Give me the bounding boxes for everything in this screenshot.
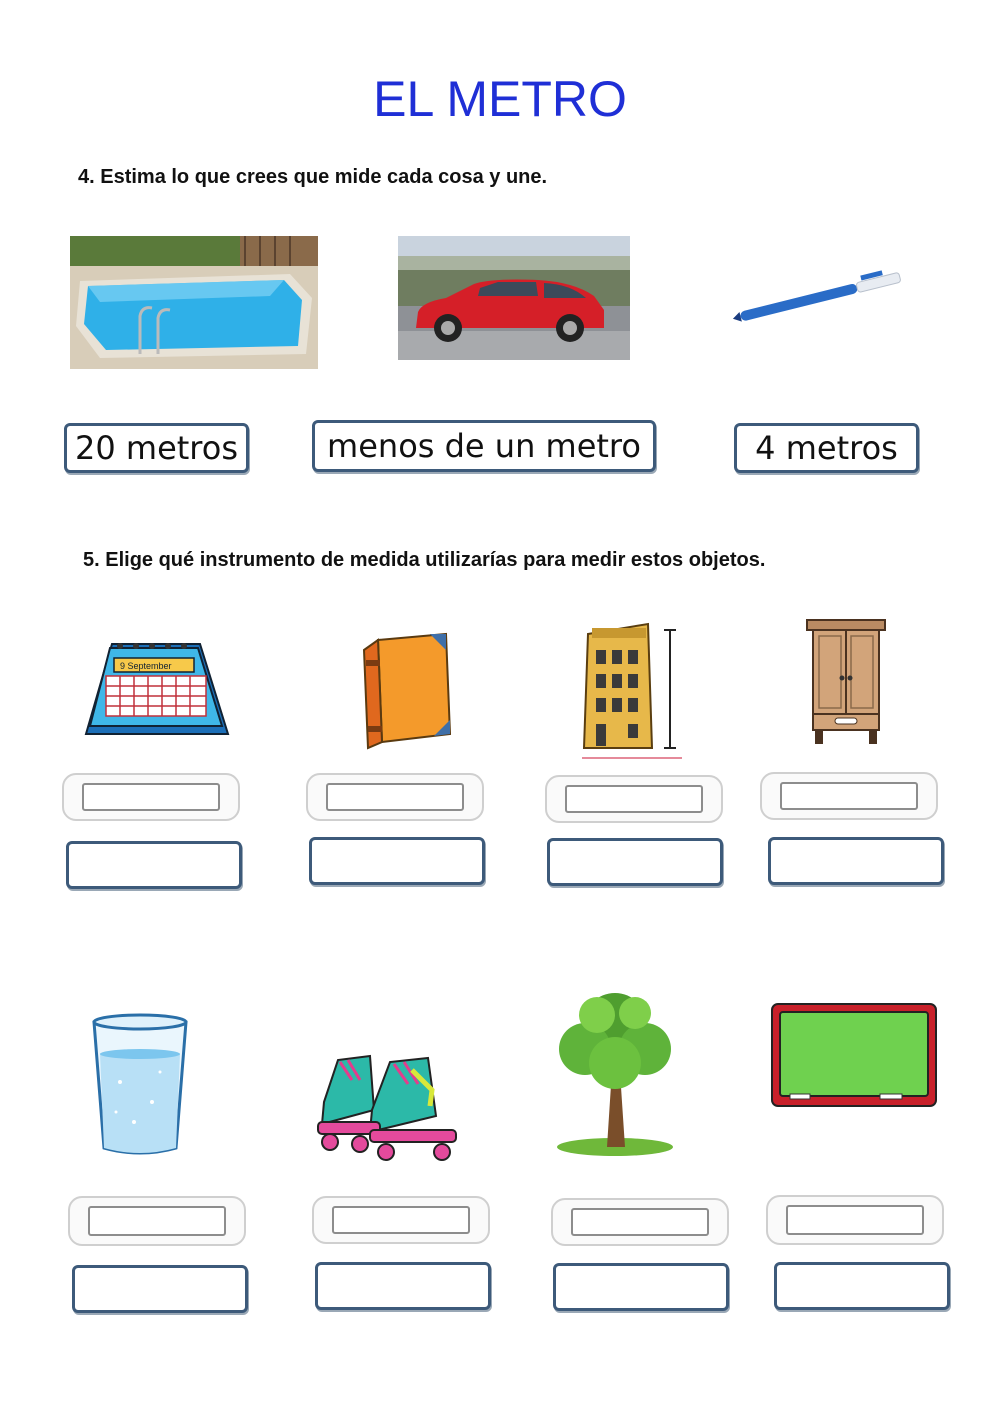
instrument-drop-zone-skates[interactable] [312, 1196, 490, 1244]
answer-input-calendar[interactable] [66, 841, 242, 889]
instrument-drop-zone-calendar[interactable] [62, 773, 240, 821]
answer-input-building[interactable] [547, 838, 723, 886]
question-5: 5. Elige qué instrumento de medida utilizarías para medir estos objetos. [83, 549, 766, 571]
calendar-icon [80, 636, 230, 746]
tree-icon [555, 985, 675, 1157]
answer-input-skates[interactable] [315, 1262, 491, 1310]
answer-input-blackboard[interactable] [774, 1262, 950, 1310]
svg-text:9 September: 9 September [120, 661, 172, 671]
book-icon [360, 630, 455, 750]
option-menos-de-un-metro[interactable]: menos de un metro [312, 420, 656, 472]
pool-image [70, 236, 318, 369]
page-title: EL METRO [373, 71, 627, 127]
wardrobe-icon [805, 618, 887, 748]
blackboard-icon [770, 1002, 938, 1108]
instrument-drop-zone-blackboard[interactable] [766, 1195, 944, 1245]
instrument-drop-zone-tree[interactable] [551, 1198, 729, 1246]
answer-input-tree[interactable] [553, 1263, 729, 1311]
instrument-drop-zone-building[interactable] [545, 775, 723, 823]
question-4: 4. Estima lo que crees que mide cada cosa y une. [78, 166, 548, 188]
option-4-metros[interactable]: 4 metros [734, 423, 919, 473]
glass-icon [90, 1012, 190, 1157]
option-20-metros[interactable]: 20 metros [64, 423, 249, 473]
answer-input-book[interactable] [309, 837, 485, 885]
instrument-drop-zone-book[interactable] [306, 773, 484, 821]
roller-skates-icon [312, 1050, 462, 1165]
building-icon [578, 620, 683, 760]
answer-input-wardrobe[interactable] [768, 837, 944, 885]
instrument-drop-zone-wardrobe[interactable] [760, 772, 938, 820]
car-image [398, 236, 630, 360]
pen-image [730, 266, 910, 326]
instrument-drop-zone-glass[interactable] [68, 1196, 246, 1246]
answer-input-glass[interactable] [72, 1265, 248, 1313]
